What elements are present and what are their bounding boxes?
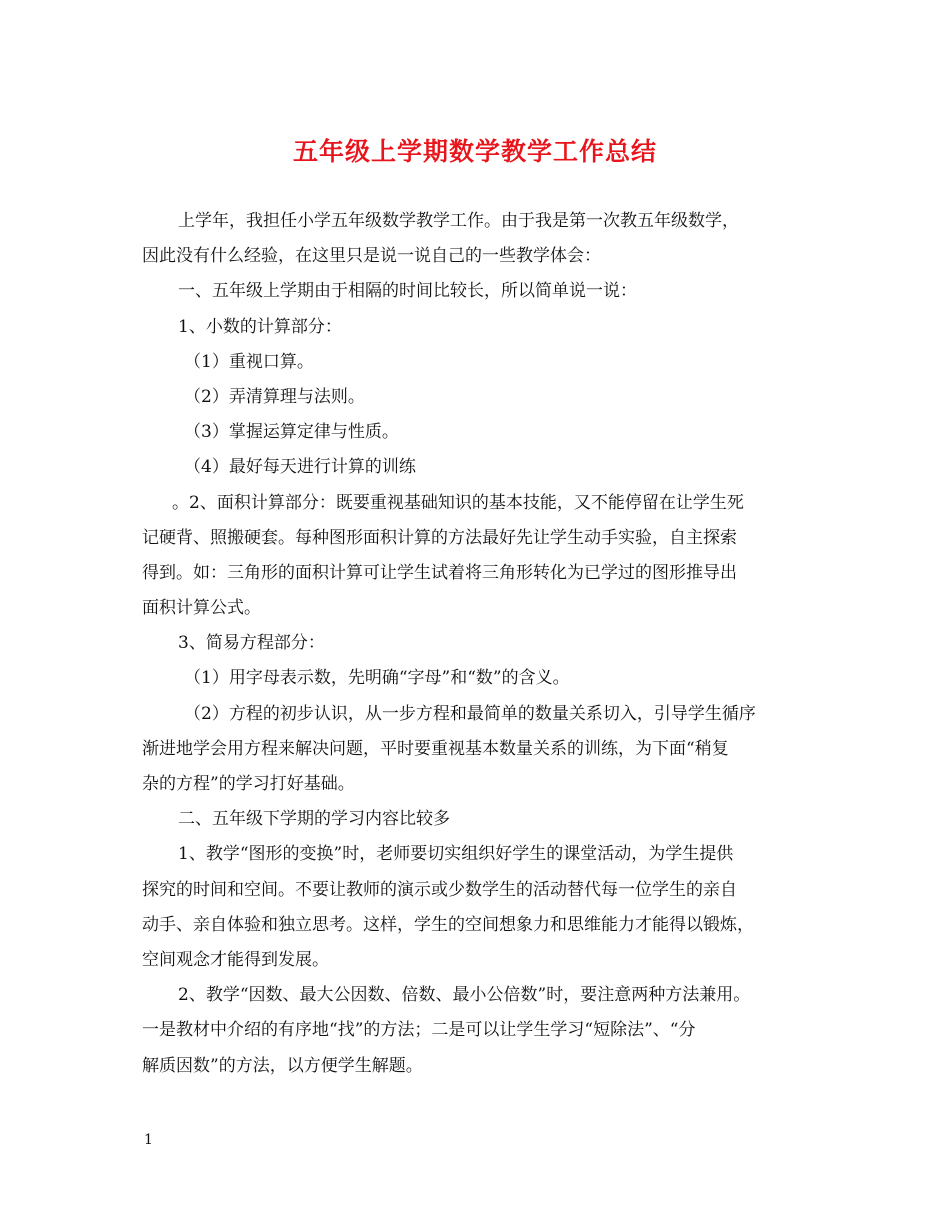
page-number: 1 <box>144 1132 153 1148</box>
paragraph-line: 记硬背、照搬硬套。每种图形面积计算的方法最好先让学生动手实验，自主探索 <box>142 527 737 548</box>
paragraph-line: 解质因数”的方法，以方便学生解题。 <box>142 1055 423 1076</box>
paragraph-line: 渐进地学会用方程来解决问题，平时要重视基本数量关系的训练，为下面“稍复 <box>142 738 729 759</box>
paragraph-line: 动手、亲自体验和独立思考。这样，学生的空间想象力和思维能力才能得以锻炼， <box>142 914 754 935</box>
paragraph-line: （4）最好每天进行计算的训练 <box>184 457 416 478</box>
paragraph-line: 探究的时间和空间。不要让教师的演示或少数学生的活动替代每一位学生的亲自 <box>142 879 737 900</box>
paragraph-line: 1、小数的计算部分： <box>178 316 342 337</box>
document-title: 五年级上学期数学教学工作总结 <box>292 137 657 166</box>
paragraph-line: 面积计算公式。 <box>142 598 261 619</box>
paragraph-line: 一是教材中介绍的有序地“找”的方法；二是可以让学生学习“短除法”、“分 <box>142 1020 696 1041</box>
paragraph-line: 2、教学“因数、最大公因数、倍数、最小公倍数”时，要注意两种方法兼用。 <box>178 985 751 1006</box>
paragraph-line: 3、简易方程部分： <box>178 633 325 654</box>
paragraph-line: 杂的方程”的学习打好基础。 <box>142 774 355 794</box>
paragraph-line: 上学年，我担任小学五年级数学教学工作。由于我是第一次教五年级数学， <box>178 211 739 231</box>
paragraph-line: （1）用字母表示数，先明确“字母”和“数”的含义。 <box>184 668 570 689</box>
paragraph-line: 得到。如：三角形的面积计算可让学生试着将三角形转化为已学过的图形推导出 <box>142 562 737 583</box>
document-body <box>142 204 822 1084</box>
paragraph-line: （1）重视口算。 <box>184 351 314 372</box>
paragraph-line: （2）方程的初步认识，从一步方程和最简单的数量关系切入，引导学生循序 <box>184 703 756 724</box>
paragraph-line: （3）掌握运算定律与性质。 <box>184 422 399 443</box>
paragraph-line: 。2、面积计算部分：既要重视基础知识的基本技能，又不能停留在让学生死 <box>172 492 744 513</box>
paragraph-line: 空间观念才能得到发展。 <box>142 949 329 970</box>
paragraph-line: 因此没有什么经验，在这里只是说一说自己的一些教学体会： <box>142 246 601 267</box>
paragraph-line: 二、五年级下学期的学习内容比较多 <box>178 809 450 830</box>
paragraph-line: 1、教学“图形的变换”时，老师要切实组织好学生的课堂活动，为学生提供 <box>178 844 734 865</box>
paragraph-line: 一、五年级上学期由于相隔的时间比较长，所以简单说一说： <box>178 281 637 302</box>
paragraph-line: （2）弄清算理与法则。 <box>184 386 365 407</box>
